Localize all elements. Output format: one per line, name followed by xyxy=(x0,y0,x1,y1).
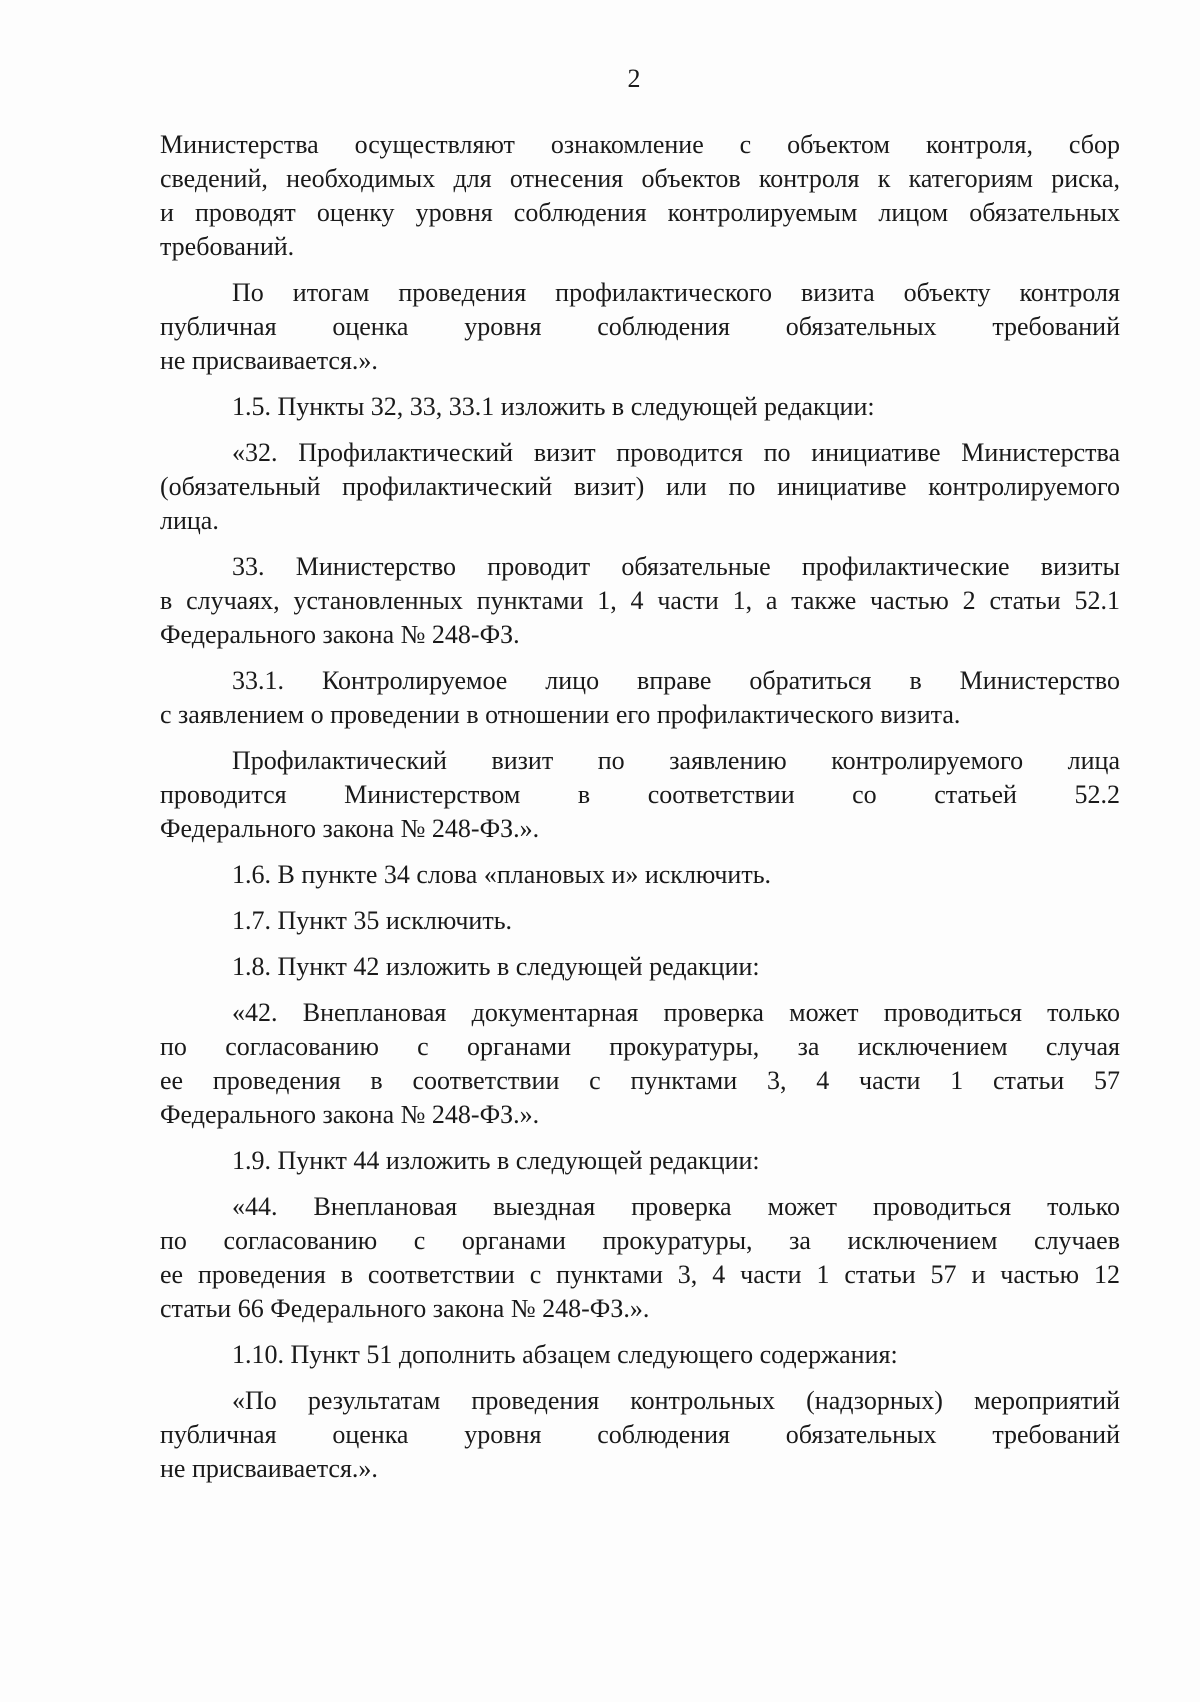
text-line: ее проведения в соответствии с пунктами 3, 4 части 1 статьи 57 и частью 12 xyxy=(160,1260,1120,1289)
text-line: «По результатам проведения контрольных (надзорных) мероприятий xyxy=(232,1386,1120,1415)
paragraph xyxy=(160,1338,1120,1372)
text-line: Федерального закона № 248-ФЗ.». xyxy=(160,814,540,843)
text-line: «32. Профилактический визит проводится по инициативе Министерства xyxy=(232,438,1120,467)
text-line: Министерства осуществляют ознакомление с объектом контроля, сбор xyxy=(160,130,1120,159)
paragraph xyxy=(160,436,1120,538)
paragraph xyxy=(160,664,1120,732)
paragraph xyxy=(160,1190,1120,1326)
paragraph xyxy=(160,1384,1120,1486)
text-line: 1.5. Пункты 32, 33, 33.1 изложить в следующей редакции: xyxy=(232,392,875,421)
paragraph xyxy=(160,1144,1120,1178)
text-line: «42. Внеплановая документарная проверка может проводиться только xyxy=(232,998,1120,1027)
text-line: публичная оценка уровня соблюдения обязательных требований xyxy=(160,312,1120,341)
text-line: сведений, необходимых для отнесения объектов контроля к категориям риска, xyxy=(160,164,1120,193)
text-line: 1.7. Пункт 35 исключить. xyxy=(232,906,513,935)
paragraph xyxy=(160,128,1120,264)
text-line: требований. xyxy=(160,232,295,261)
text-line: в случаях, установленных пунктами 1, 4 части 1, а также частью 2 статьи 52.1 xyxy=(160,586,1120,615)
paragraph xyxy=(160,950,1120,984)
paragraph xyxy=(160,744,1120,846)
text-line: по согласованию с органами прокуратуры, за исключением случая xyxy=(160,1032,1120,1061)
text-line: Федерального закона № 248-ФЗ.». xyxy=(160,1100,540,1129)
text-line: Федерального закона № 248-ФЗ. xyxy=(160,620,520,649)
text-line: с заявлением о проведении в отношении его профилактического визита. xyxy=(160,700,961,729)
text-line: 33. Министерство проводит обязательные профилактические визиты xyxy=(232,552,1120,581)
text-line: (обязательный профилактический визит) или по инициативе контролируемого xyxy=(160,472,1120,501)
text-line: «44. Внеплановая выездная проверка может проводиться только xyxy=(232,1192,1120,1221)
page-number: 2 xyxy=(627,64,641,93)
text-line: лица. xyxy=(160,506,219,535)
paragraph xyxy=(160,996,1120,1132)
text-line: не присваивается.». xyxy=(160,346,378,375)
text-line: ее проведения в соответствии с пунктами 3, 4 части 1 статьи 57 xyxy=(160,1066,1120,1095)
text-line: Профилактический визит по заявлению контролируемого лица xyxy=(232,746,1120,775)
text-line: проводится Министерством в соответствии со статьей 52.2 xyxy=(160,780,1120,809)
text-line: не присваивается.». xyxy=(160,1454,378,1483)
paragraph xyxy=(160,550,1120,652)
document-body xyxy=(160,128,1120,1498)
text-line: публичная оценка уровня соблюдения обязательных требований xyxy=(160,1420,1120,1449)
text-line: статьи 66 Федерального закона № 248-ФЗ.». xyxy=(160,1294,650,1323)
text-line: 33.1. Контролируемое лицо вправе обратиться в Министерство xyxy=(232,666,1120,695)
paragraph xyxy=(160,858,1120,892)
text-line: По итогам проведения профилактического визита объекту контроля xyxy=(232,278,1120,307)
text-line: и проводят оценку уровня соблюдения контролируемым лицом обязательных xyxy=(160,198,1120,227)
paragraph xyxy=(160,276,1120,378)
text-line: 1.9. Пункт 44 изложить в следующей редакции: xyxy=(232,1146,760,1175)
text-line: 1.6. В пункте 34 слова «плановых и» исключить. xyxy=(232,860,772,889)
text-line: 1.8. Пункт 42 изложить в следующей редакции: xyxy=(232,952,760,981)
text-line: 1.10. Пункт 51 дополнить абзацем следующего содержания: xyxy=(232,1340,898,1369)
text-line: по согласованию с органами прокуратуры, за исключением случаев xyxy=(160,1226,1120,1255)
paragraph xyxy=(160,904,1120,938)
paragraph xyxy=(160,390,1120,424)
